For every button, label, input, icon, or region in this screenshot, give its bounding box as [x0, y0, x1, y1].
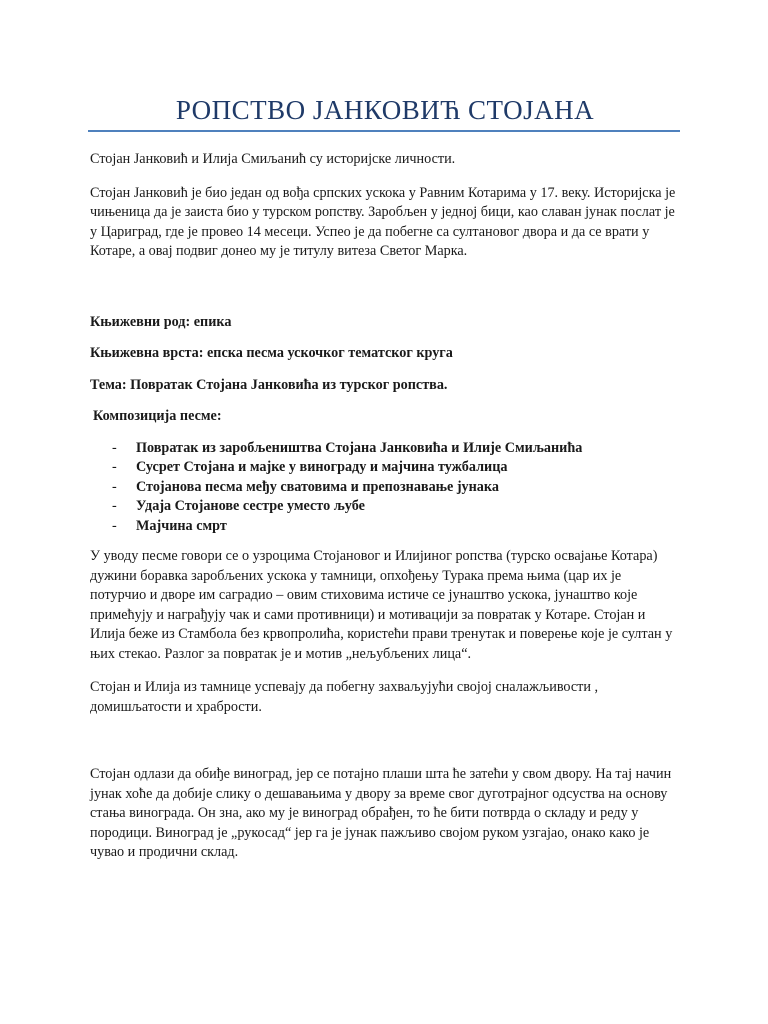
list-item-text: Удаја Стојанове сестре уместо љубе: [136, 498, 365, 514]
paragraph-intro: Стојан Јанковић и Илија Смиљанић су историјске личности.: [90, 151, 456, 167]
list-item-text: Стојанова песма међу сватовима и препознавање јунака: [136, 478, 499, 495]
list-dash: -: [112, 459, 117, 475]
list-item: [90, 478, 680, 498]
theme-line: Тема: Повратак Стојана Јанковића из турског ропства.: [90, 376, 448, 393]
list-dash: -: [112, 478, 117, 495]
list-item-text: Мајчина смрт: [136, 517, 227, 534]
paragraph-escape: Стојан и Илија из тамнице успевају да побегну захваљујући својој сналажљивости , домишљатости и храбрости.: [90, 679, 599, 715]
page-title: РОПСТВО ЈАНКОВИЋ СТОЈАНА: [175, 95, 595, 125]
document-body: [90, 150, 680, 863]
literary-type-line: Књижевна врста: епска песма ускочког тематског круга: [90, 345, 453, 361]
paragraph-history: Стојан Јанковић је био један од вођа српских ускока у Равним Котарима у 17. веку. Историјска је чињеница да је заиста био у турском ропству. Заробљен у једној бици, као славан јунак послат је у Цариград, где је провео 14 месеци. Успео је да побегне са султановог двора и да се врати у Котаре, а овај подвиг донео му је титулу витеза Светог Марка.: [90, 184, 676, 259]
list-item-text: Повратак из заробљеништва Стојана Јанковића и Илије Смиљанића: [136, 439, 583, 456]
list-dash: -: [112, 517, 117, 534]
title-underline: [88, 130, 680, 132]
list-item: [90, 497, 680, 517]
paragraph-introduction: У уводу песме говори се о узроцима Стојановог и Илијиног ропства (турско освајање Котара) дужини боравка заробљених ускока у тамници, опхођењу Турака према њима (цар их је потурчио и дворе им саградио – овим стиховима истиче се јунаштво ускока, јунаштво које примећују и награђују чак и сами противници) и мотивацији за повратак у Котаре. Стојан и Илија беже из Стамбола без крвопролића, користећи прави тренутак и поверење које је султан у њих стекао. Разлог за повратак је и мотив „нељубљених лица“.: [90, 548, 673, 662]
composition-list: [90, 439, 680, 537]
list-dash: -: [112, 498, 117, 514]
list-item: [90, 517, 680, 537]
literary-genre-line: Књижевни род: епика: [90, 313, 232, 330]
list-item-text: Сусрет Стојана и мајке у винограду и мајчина тужбалица: [136, 459, 508, 475]
list-item: [90, 439, 680, 459]
paragraph-vineyard: Стојан одлази да обиђе виноград, јер се потајно плаши шта ће затећи у свом двору. На тај начин јунак хоће да добије слику о дешавањима у двору за време свог дуготрајног одсуства на основу стања винограда. Он зна, ако му је виноград обрађен, то ће бити потврда о складу и реду у породици. Виноград је „рукосад“ јер га је јунак пажљиво својом руком узгајао, онако како је чувао и продични склад.: [90, 766, 672, 860]
composition-heading: Композиција песме:: [93, 408, 222, 424]
list-item: [90, 458, 680, 478]
list-dash: -: [112, 439, 117, 456]
